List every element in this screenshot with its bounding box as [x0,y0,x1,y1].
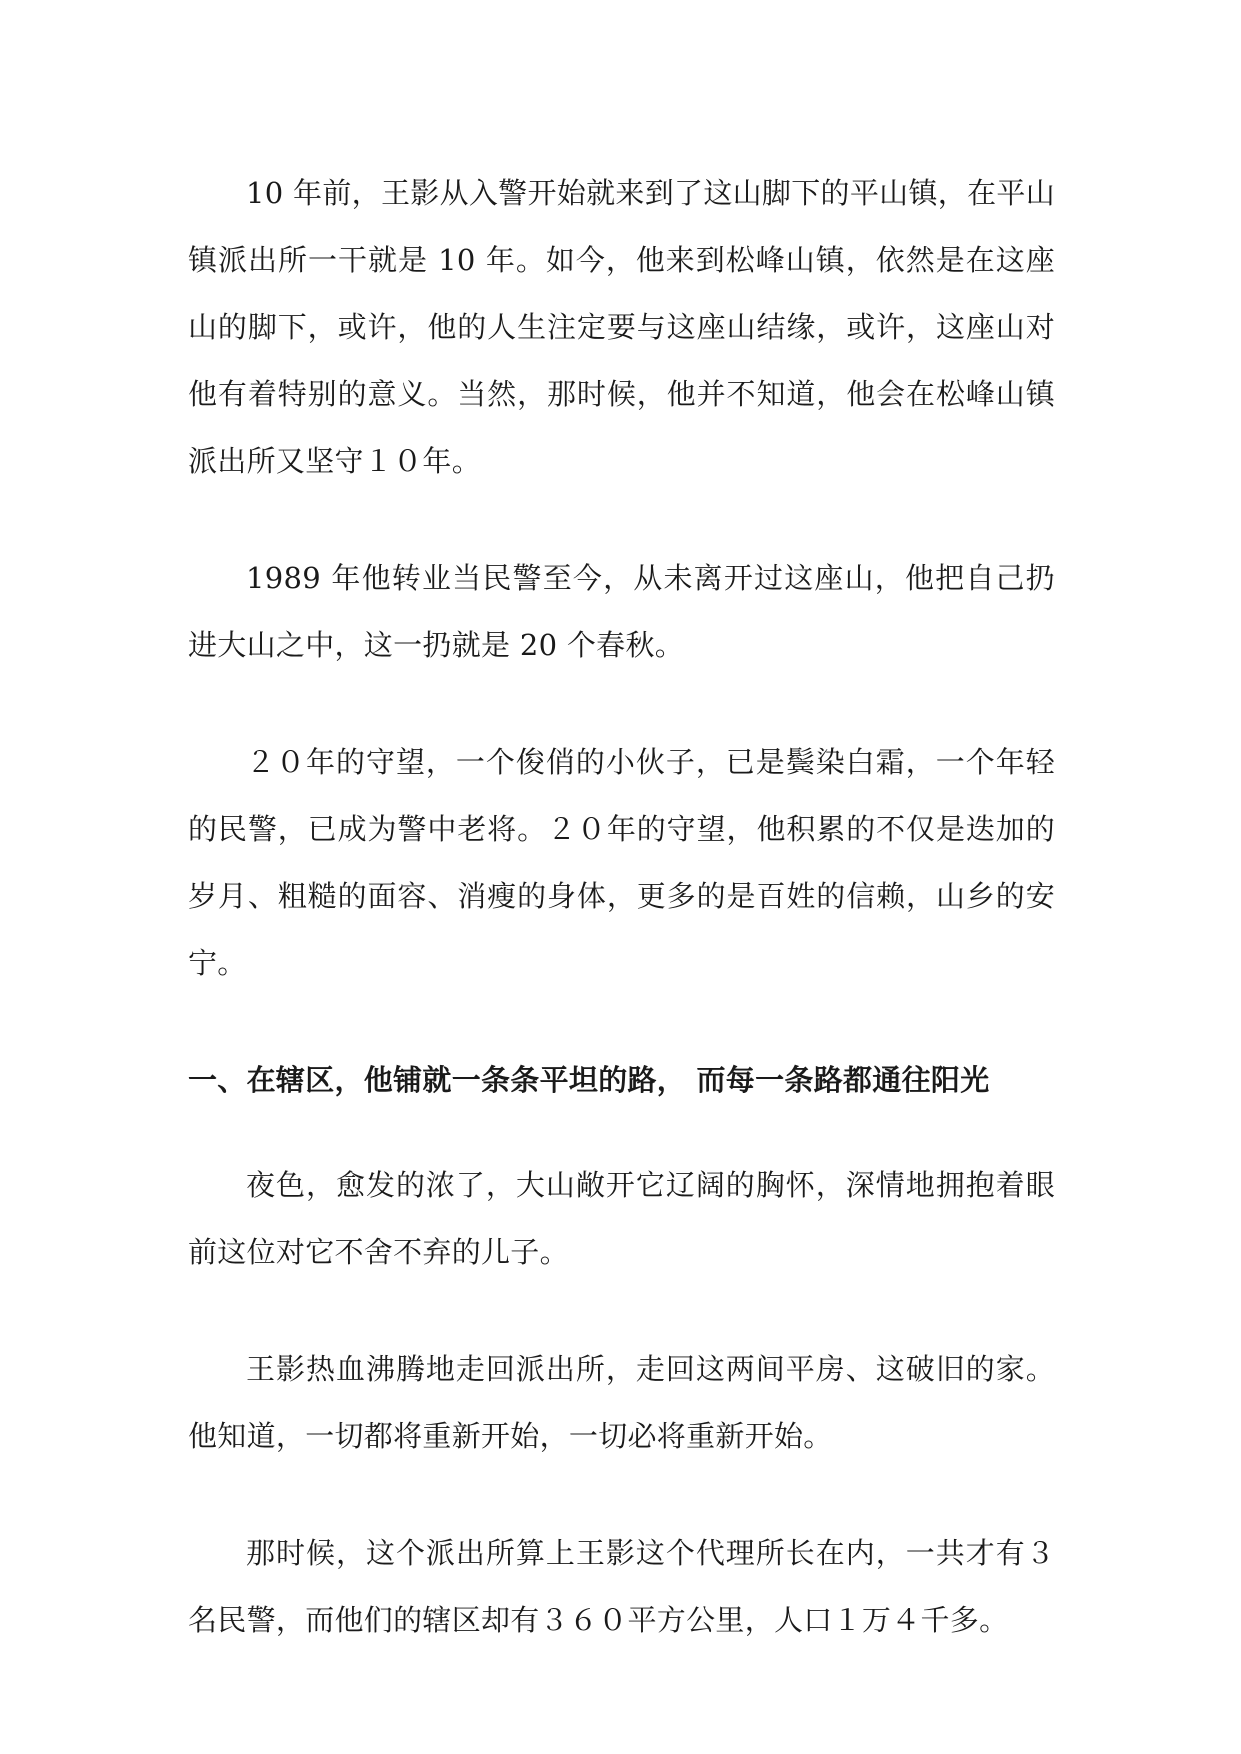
section-paragraph-3: 那时候，这个派出所算上王影这个代理所长在内，一共才有３名民警，而他们的辖区却有３６０平方公里，人口１万４千多。 [188,1536,1055,1637]
section-paragraph-1: 夜色，愈发的浓了，大山敞开它辽阔的胸怀，深情地拥抱着眼前这位对它不舍不弃的儿子。 [188,1168,1055,1269]
document-body [188,160,1055,1704]
paragraph-3: ２０年的守望，一个俊俏的小伙子，已是鬓染白霜，一个年轻的民警，已成为警中老将。２０年的守望，他积累的不仅是迭加的岁月、粗糙的面容、消瘦的身体，更多的是百姓的信赖，山乡的安宁。 [188,745,1055,980]
paragraph-1: 10 年前，王影从入警开始就来到了这山脚下的平山镇，在平山镇派出所一干就是 10 年。如今，他来到松峰山镇，依然是在这座山的脚下，或许，他的人生注定要与这座山结缘，或许，这座山对他有着特别的意义。当然，那时候，他并不知道，他会在松峰山镇派出所又坚守１０年。 [188,176,1055,478]
section-paragraph-2: 王影热血沸腾地走回派出所，走回这两间平房、这破旧的家。他知道，一切都将重新开始，一切必将重新开始。 [188,1352,1055,1453]
paragraph-2: 1989 年他转业当民警至今，从未离开过这座山，他把自己扔进大山之中，这一扔就是 20 个春秋。 [188,561,1055,662]
section-heading: 一、在辖区，他铺就一条条平坦的路， 而每一条路都通往阳光 [188,1063,990,1097]
